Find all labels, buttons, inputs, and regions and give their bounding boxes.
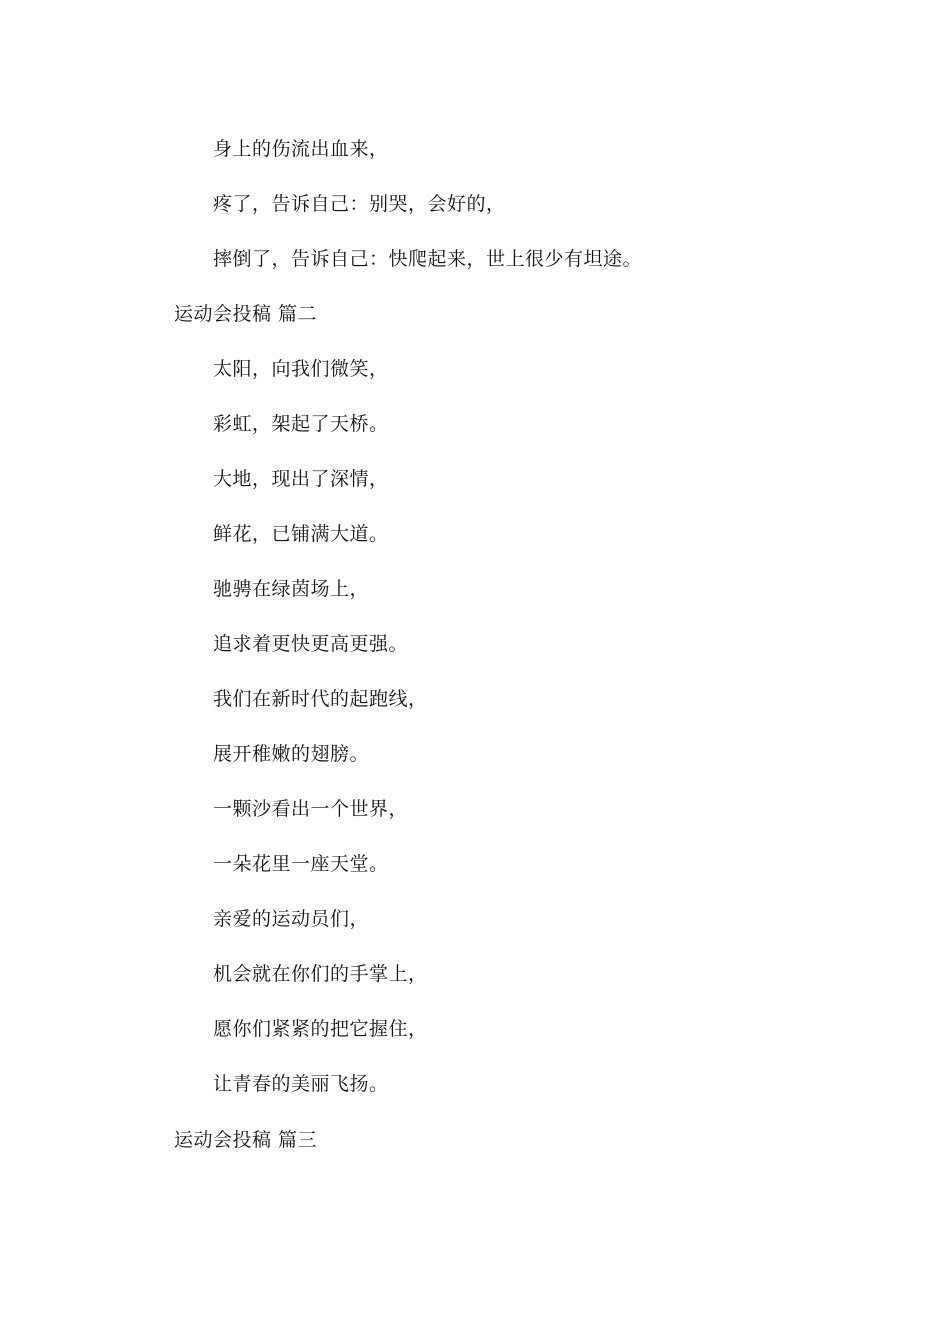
- poem-line: 一朵花里一座天堂。: [213, 853, 389, 875]
- poem-line: 让青春的美丽飞扬。: [213, 1073, 389, 1095]
- poem-line: 愿你们紧紧的把它握住，: [213, 1018, 428, 1040]
- section-heading: 运动会投稿 篇三: [174, 1129, 318, 1151]
- poem-line: 我们在新时代的起跑线，: [213, 688, 428, 710]
- poem-line: 亲爱的运动员们，: [213, 908, 370, 930]
- poem-line: 身上的伤流出血来，: [213, 138, 389, 160]
- poem-line: 鲜花，已铺满大道。: [213, 523, 389, 545]
- poem-line: 彩虹，架起了天桥。: [213, 413, 389, 435]
- section-heading: 运动会投稿 篇二: [174, 303, 318, 325]
- poem-line: 机会就在你们的手掌上，: [213, 963, 428, 985]
- poem-line: 一颗沙看出一个世界，: [213, 798, 409, 820]
- poem-line: 驰骋在绿茵场上，: [213, 578, 370, 600]
- poem-line: 展开稚嫩的翅膀。: [213, 743, 370, 765]
- poem-line: 大地，现出了深情，: [213, 468, 389, 490]
- poem-line: 太阳，向我们微笑，: [213, 358, 389, 380]
- poem-line: 追求着更快更高更强。: [213, 633, 409, 655]
- poem-line: 摔倒了，告诉自己：快爬起来，世上很少有坦途。: [213, 248, 643, 270]
- poem-line: 疼了，告诉自己：别哭，会好的，: [213, 193, 506, 215]
